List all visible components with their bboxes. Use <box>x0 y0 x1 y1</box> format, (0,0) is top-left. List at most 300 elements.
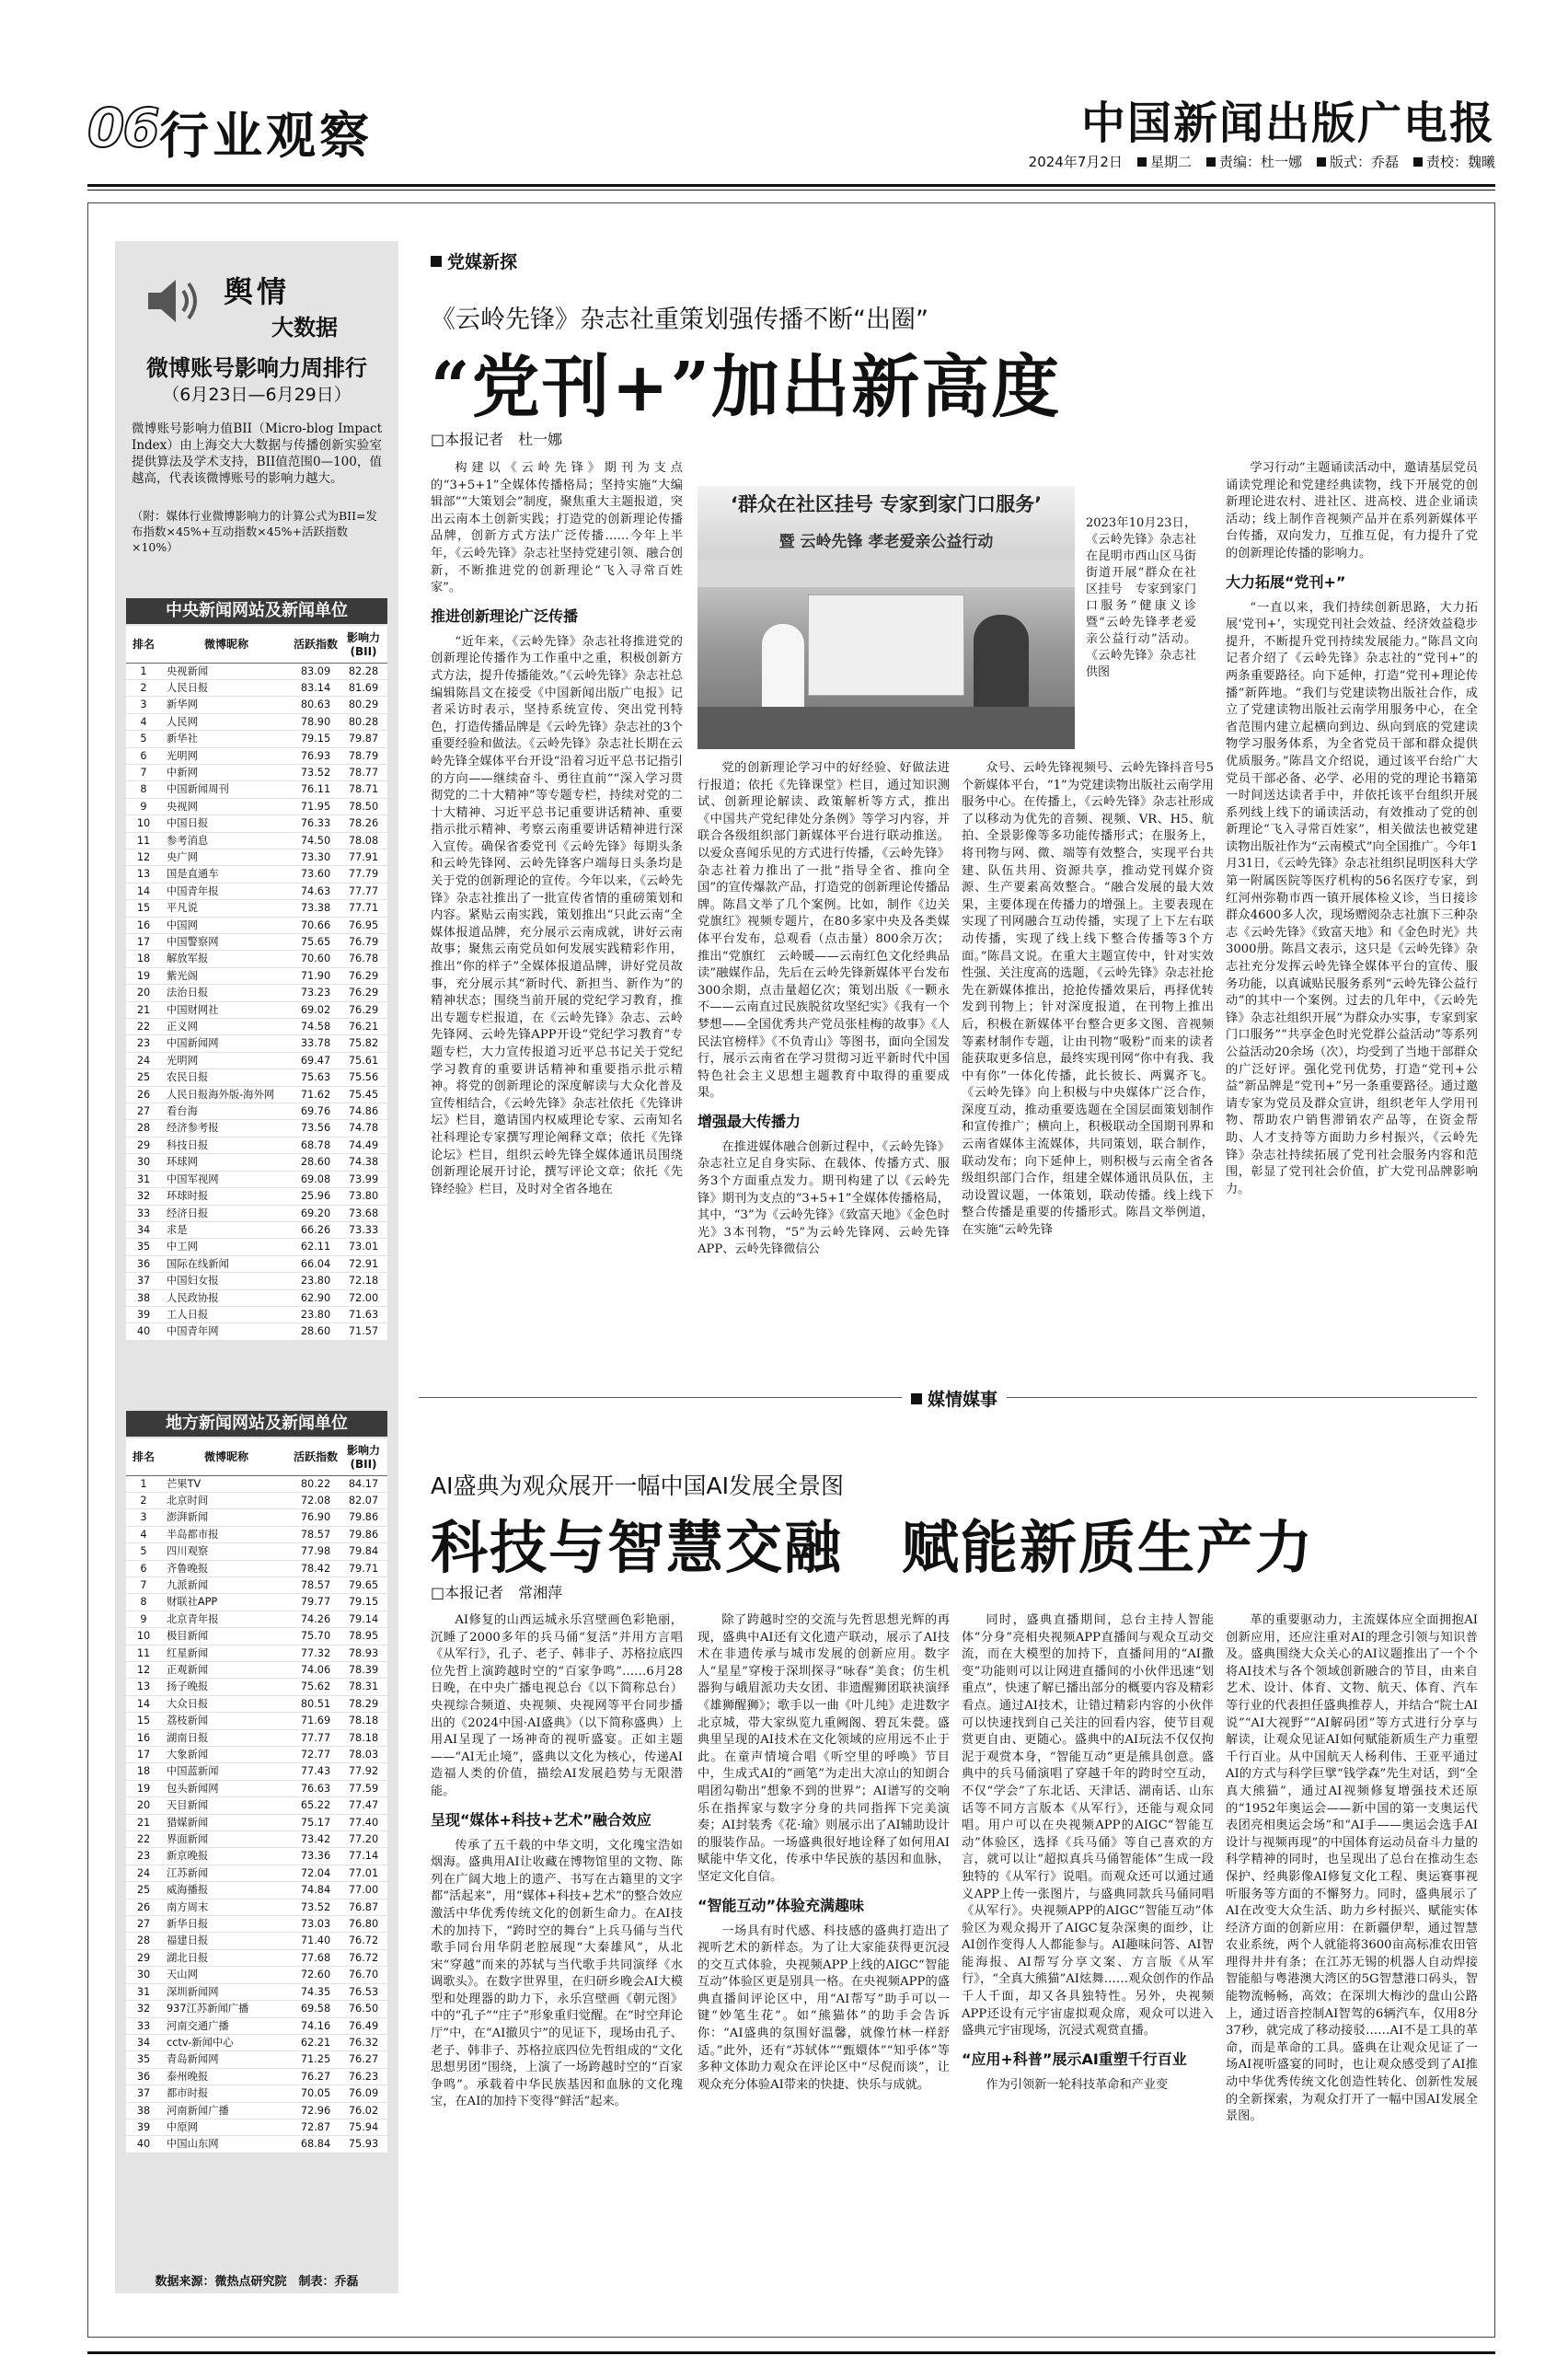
rank-cell: 9 <box>126 1611 161 1627</box>
name-cell: 经济日报 <box>161 1205 292 1221</box>
rank-cell: 8 <box>126 1594 161 1611</box>
header-rule <box>87 184 1495 187</box>
rank-formula-note: （附：媒体行业微博影响力的计算公式为BII=发布指数×45%+互动指数×45%+活跃指数×10%） <box>132 509 378 554</box>
editor: 责编：杜一娜 <box>1218 154 1302 170</box>
name-cell: 法治日报 <box>161 985 292 1001</box>
active-cell: 28.60 <box>292 1154 340 1171</box>
name-cell: 界面新闻 <box>161 1831 292 1848</box>
impact-cell: 82.07 <box>340 1492 387 1508</box>
rank-cell: 13 <box>126 1679 161 1695</box>
table-row <box>126 1289 387 1306</box>
impact-cell: 78.29 <box>340 1695 387 1712</box>
impact-cell: 78.18 <box>340 1729 387 1746</box>
rank-cell: 5 <box>126 731 161 747</box>
active-cell: 73.42 <box>292 1831 340 1848</box>
impact-cell: 77.47 <box>340 1797 387 1814</box>
active-cell: 73.36 <box>292 1848 340 1865</box>
active-cell: 72.08 <box>292 1492 340 1508</box>
impact-cell: 78.71 <box>340 781 387 798</box>
section-label: 党媒新探 <box>431 248 517 273</box>
article2-kicker: AI盛典为观众展开一幅中国AI发展全景图 <box>431 1472 844 1499</box>
active-cell: 70.60 <box>292 951 340 967</box>
active-cell: 65.22 <box>292 1797 340 1814</box>
active-cell: 71.95 <box>292 798 340 814</box>
impact-cell: 76.02 <box>340 2102 387 2119</box>
subhead: 推进创新理论广泛传播 <box>431 606 579 625</box>
impact-cell: 80.28 <box>340 713 387 730</box>
name-cell: 威海播报 <box>161 1882 292 1899</box>
name-cell: 大众日报 <box>161 1695 292 1712</box>
name-cell: 央视新闻 <box>161 663 292 679</box>
impact-cell: 79.87 <box>340 731 387 747</box>
name-cell: 中国青年网 <box>161 1323 292 1340</box>
table-row <box>126 1019 387 1035</box>
rank-cell: 3 <box>126 697 161 713</box>
subhead: 增强最大传播力 <box>698 1112 801 1130</box>
active-cell: 76.33 <box>292 815 340 832</box>
impact-cell: 75.61 <box>340 1052 387 1068</box>
active-cell: 74.35 <box>292 1983 340 2000</box>
subhead: “应用+科普”展示AI重塑千行百业 <box>962 2050 1187 2068</box>
table-row <box>126 1188 387 1205</box>
table-row <box>126 1831 387 1848</box>
impact-cell: 79.71 <box>340 1560 387 1576</box>
table-row <box>126 663 387 679</box>
table-row <box>126 1475 387 1492</box>
rank-intro: 微博账号影响力值BII（Micro-blog Impact Index）由上海交大大数据与传播创新实验室提供算法及学术支持，BII值范围0—100，值越高，代表该微博账号的影响力越大。 <box>132 422 382 486</box>
active-cell: 25.96 <box>292 1188 340 1205</box>
active-cell: 77.77 <box>292 1729 340 1746</box>
active-cell: 28.60 <box>292 1323 340 1340</box>
active-cell: 69.02 <box>292 1001 340 1018</box>
name-cell: 澎湃新闻 <box>161 1509 292 1526</box>
speaker-icon <box>143 269 207 333</box>
name-cell: cctv-新闻中心 <box>161 2034 292 2050</box>
active-cell: 71.90 <box>292 967 340 984</box>
table-row <box>126 1645 387 1661</box>
impact-cell: 80.29 <box>340 697 387 713</box>
active-cell: 75.63 <box>292 1069 340 1086</box>
name-cell: 工人日报 <box>161 1306 292 1322</box>
rank-cell: 21 <box>126 1814 161 1830</box>
table-row <box>126 2001 387 2017</box>
table-row <box>126 1526 387 1542</box>
impact-cell: 77.79 <box>340 866 387 883</box>
impact-cell: 76.29 <box>340 985 387 1001</box>
active-cell: 76.27 <box>292 2068 340 2085</box>
active-cell: 80.22 <box>292 1475 340 1492</box>
table-row <box>126 1916 387 1933</box>
active-cell: 74.63 <box>292 883 340 899</box>
name-cell: 四川观察 <box>161 1543 292 1560</box>
table-row <box>126 1983 387 2000</box>
local-media-table <box>126 1438 387 2154</box>
rank-cell: 3 <box>126 1509 161 1526</box>
rank-cell: 39 <box>126 2119 161 2135</box>
square-icon <box>1137 157 1147 167</box>
active-cell: 74.16 <box>292 2017 340 2034</box>
article2-column-2: 除了跨越时空的交流与先哲思想光辉的再现，盛典中AI还有文化遗产联动，展示了AI技术在非遗传承与城市发展的创新应用。数字人“星星”穿梭于深圳探寻“咏春”美食；仿生机器狗与峨眉派功夫女团、非遗醒狮团联袂演绎《雄狮醒狮》；歌手以一曲《叶儿纯》走进数字北京城，带大家纵览九重阙阁、碧瓦朱甍。盛典里呈现的AI技术在文化领域的应用远不止于此。在童声情境合唱《听空里的呼唤》节目中，生成式AI的“画笔”为走出大凉山的知朗合唱团勾勒出“想象不到的世界”；AI谱写的交响乐在指挥家与数字分身的共同指挥下完美演奏；AI封装秀《花·瑜》则展示出了AI辅助设计的服装作品。一场盛典很好地诠释了如何用AI赋能中华文化，传承中华民族的基因和血脉，坚定文化自信。 “智能互动”体验充满趣味 一场具有时代感、科技感的盛典打造出了视听艺术的新样态。为了让大家能获得更沉浸的交互式体验，央视频APP上线的AIGC“智能互动”体验区更是别具一格。在央视频APP的盛典直播间评论区中，用“AI帮写”助手可以一键“妙笔生花”。如“熊猫体”的助手会告诉你：“AI盛典的氛围好温馨，就像竹林一样舒适。”此外，还有“苏轼体”“甄嬛体”“知乎体”等多种文体助力观众在评论区中“尽倪而谈”，让观众充分体验AI带来的快捷、快乐与成就。 <box>698 1613 950 2092</box>
table-row <box>126 697 387 713</box>
table-row <box>126 2136 387 2153</box>
active-cell: 76.11 <box>292 781 340 798</box>
active-cell: 78.57 <box>292 1576 340 1593</box>
impact-cell: 76.50 <box>340 2001 387 2017</box>
rank-cell: 34 <box>126 2034 161 2050</box>
table-row <box>126 1052 387 1068</box>
layout-editor: 版式：乔磊 <box>1329 154 1399 170</box>
rank-cell: 27 <box>126 1916 161 1933</box>
active-cell: 83.14 <box>292 679 340 696</box>
name-cell: 中国新闻网 <box>161 1035 292 1052</box>
impact-cell: 74.78 <box>340 1120 387 1137</box>
active-cell: 77.32 <box>292 1645 340 1661</box>
impact-cell: 76.29 <box>340 1001 387 1018</box>
rank-cell: 30 <box>126 1154 161 1171</box>
table-row <box>126 1967 387 1983</box>
active-cell: 78.42 <box>292 1560 340 1576</box>
active-cell: 75.17 <box>292 1814 340 1830</box>
active-cell: 62.90 <box>292 1289 340 1306</box>
active-cell: 74.50 <box>292 832 340 849</box>
name-cell: 河南新闻广播 <box>161 2102 292 2119</box>
rank-cell: 25 <box>126 1069 161 1086</box>
table-row <box>126 883 387 899</box>
active-cell: 71.40 <box>292 1933 340 1949</box>
table-row <box>126 1882 387 1899</box>
active-cell: 74.58 <box>292 1019 340 1035</box>
impact-cell: 75.56 <box>340 1069 387 1086</box>
table-row <box>126 2034 387 2050</box>
impact-cell: 77.59 <box>340 1780 387 1796</box>
rank-cell: 4 <box>126 713 161 730</box>
rank-cell: 10 <box>126 1628 161 1645</box>
rank-cell: 26 <box>126 1899 161 1915</box>
impact-cell: 78.08 <box>340 832 387 849</box>
impact-cell: 76.70 <box>340 1967 387 1983</box>
name-cell: 江苏新闻 <box>161 1865 292 1881</box>
rank-date: （6月23日—6月29日） <box>162 385 352 405</box>
active-cell: 80.51 <box>292 1695 340 1712</box>
name-cell: 中国军视网 <box>161 1171 292 1187</box>
active-cell: 62.21 <box>292 2034 340 2050</box>
header-rule-thin <box>87 190 1495 191</box>
impact-cell: 73.01 <box>340 1239 387 1255</box>
active-cell: 79.15 <box>292 731 340 747</box>
rank-cell: 2 <box>126 1492 161 1508</box>
table-row <box>126 985 387 1001</box>
table-row <box>126 1611 387 1627</box>
name-cell: 泰州晚报 <box>161 2068 292 2085</box>
impact-cell: 77.40 <box>340 1814 387 1830</box>
rank-cell: 31 <box>126 1171 161 1187</box>
impact-cell: 76.78 <box>340 951 387 967</box>
impact-cell: 79.86 <box>340 1509 387 1526</box>
table-row <box>126 1899 387 1915</box>
table-row <box>126 764 387 780</box>
active-cell: 75.70 <box>292 1628 340 1645</box>
name-cell: 中国妇女报 <box>161 1273 292 1289</box>
article1-photo <box>698 486 1075 749</box>
impact-cell: 72.00 <box>340 1289 387 1306</box>
impact-cell: 72.18 <box>340 1273 387 1289</box>
rank-cell: 6 <box>126 1560 161 1576</box>
rank-cell: 16 <box>126 917 161 933</box>
active-cell: 76.63 <box>292 1780 340 1796</box>
article1-column-1: 构建以《云岭先锋》期刊为支点的“3+5+1”全媒体传播格局；坚持实施“大编辑部”“大策划会”制度，聚焦重大主题报道，突出云南本土创新实践；打造党的创新理论传播品牌，创新方式方法广泛传播……今年上半年，《云岭先锋》杂志社坚持党建引领、融合创新，不断推进党的创新理论“飞入寻常百姓家”。 推进创新理论广泛传播 “近年来，《云岭先锋》杂志社将推进党的创新理论传播作为工作重中之重，积极创新方式方法，提升传播能效。”《云岭先锋》杂志社总编辑陈昌文在接受《中国新闻出版广电报》记者采访时表示，坚持系统宣传、突出党刊特色，打造传播品牌是《云岭先锋》杂志社的3个重要经验和做法。《云岭先锋》杂志社长期在云岭先锋全媒体平台开设“沿着习近平总书记指引的方向——继续奋斗、勇往直前”“深入学习贯彻党的二十大精神”等专题专栏，持续对党的二十大精神、习近平总书记重要讲话精神、重要指示批示精神、考察云南重要讲话精神进行深入宣传。确保省委党刊《云岭先锋》每期头条和云岭先锋网、云岭先锋客户端每日头条均是关于党的创新理论的宣传。今年以来，《云岭先锋》杂志社推出了一批宣传省情的重磅策划和内容。紧贴云南实践，策划推出“只此云南”全媒体报道品牌，充分展示云南成就，讲好云南故事；聚焦云南党员如何发展实践精彩作用，推出“你的样子”全媒体报道品牌，讲好党员故事，充分展示其“新时代、新担当、新作为”的精神状态；围绕当前开展的党纪学习教育，推出专题专栏报道，在《云岭先锋》杂志、云岭先锋网、云岭先锋APP开设“党纪学习教育”专题专栏，大力宣传报道习近平总书记关于党纪学习教育的重要讲话精神和重要指示批示精神。将党的创新理论的深度解读与大众化普及宣传相结合，《云岭先锋》杂志社依托《先锋讲坛》栏目，邀请国内权威理论专家、云南知名社科理论专家撰写理论阐释文章；依托《先锋论坛》栏目，组织云岭先锋全媒体通讯员围绕创新理论展开讨论，撰写评论文章；依托《先锋经验》栏目，及时对全省各地在 <box>431 461 683 1196</box>
rank-cell: 12 <box>126 1661 161 1678</box>
rank-cell: 1 <box>126 663 161 679</box>
table-row <box>126 1713 387 1729</box>
active-cell: 73.52 <box>292 764 340 780</box>
active-cell: 75.65 <box>292 934 340 951</box>
name-cell: 中国警察网 <box>161 934 292 951</box>
subhead: 呈现“媒体+科技+艺术”融合效应 <box>431 1810 651 1829</box>
name-cell: 中国新闻周刊 <box>161 781 292 798</box>
col-active: 活跃指数 <box>292 1438 340 1475</box>
name-cell: 青岛新闻网 <box>161 2051 292 2068</box>
impact-cell: 76.72 <box>340 1933 387 1949</box>
impact-cell: 79.84 <box>340 1543 387 1560</box>
impact-cell: 76.72 <box>340 1949 387 1966</box>
active-cell: 76.90 <box>292 1509 340 1526</box>
table-row <box>126 1086 387 1103</box>
rank-cell: 4 <box>126 1526 161 1542</box>
section-label: 媒情媒事 <box>902 1386 1007 1411</box>
rank-cell: 26 <box>126 1086 161 1103</box>
table-row <box>126 1848 387 1865</box>
rank-cell: 30 <box>126 1967 161 1983</box>
impact-cell: 79.15 <box>340 1594 387 1611</box>
table-row <box>126 1679 387 1695</box>
active-cell: 74.84 <box>292 1882 340 1899</box>
table-row <box>126 1035 387 1052</box>
name-cell: 人民网 <box>161 713 292 730</box>
square-icon <box>911 1393 922 1404</box>
rank-cell: 31 <box>126 1983 161 2000</box>
active-cell: 73.38 <box>292 900 340 917</box>
logo-title: 舆情 <box>224 274 291 309</box>
name-cell: 新华日报 <box>161 1916 292 1933</box>
name-cell: 中原网 <box>161 2119 292 2135</box>
rank-cell: 24 <box>126 1865 161 1881</box>
name-cell: 荔枝新闻 <box>161 1713 292 1729</box>
impact-cell: 71.63 <box>340 1306 387 1322</box>
table-row <box>126 1763 387 1780</box>
rank-cell: 14 <box>126 883 161 899</box>
rank-cell: 14 <box>126 1695 161 1712</box>
table-row <box>126 1221 387 1238</box>
rank-title: 微博账号影响力周排行 <box>146 355 367 381</box>
table-row <box>126 1865 387 1881</box>
name-cell: 半岛都市报 <box>161 1526 292 1542</box>
table-row <box>126 2068 387 2085</box>
name-cell: 科技日报 <box>161 1137 292 1153</box>
name-cell: 中工网 <box>161 1239 292 1255</box>
name-cell: 环球时报 <box>161 1188 292 1205</box>
active-cell: 78.90 <box>292 713 340 730</box>
square-icon <box>1317 157 1326 167</box>
table-row <box>126 2102 387 2119</box>
article2-column-4: 革的重要驱动力，主流媒体应全面拥抱AI创新应用，还应注重对AI的理念引领与知识普及。盛典围绕大众关心的AI议题推出了一个个将AI技术与各个领域创新融合的节目，由来自艺术、设计、体育、文物、航天、体育、汽车等行业的代表担任盛典推荐人，并结合“院士AI说”“AI大视野”“AI解码团”等方式进行分享与解读，让观众见证AI如何赋能新质生产力重塑千行百业。从中国航天人杨利伟、王亚平通过AI的方式与科学巨擘“钱学森”先生对话，到“全真大熊猫”，通过AI视频修复增强技术还原的“1952年奥运会——新中国的第一支奥运代表团亮相奥运会场”和“AI手——奥运会选手AI设计与视频再现”的中国体育运动员奋斗力量的科学精神的同时，也呈现出了总台在推动生态保护、经典影像AI修复文化工程、奥运赛事视听服务等方面的不懈努力。同时，盛典展示了AI在改变大众生活、助力乡村振兴、赋能实体经济方面的创新应用：在新疆伊犁，通过智慧农业系统，两个人就能将3600亩高标准农田管理得井井有条；在江苏无锡的机器人自动焊接智能船与粤港澳大湾区的5G智慧港口码头，智能物流畅畅，高效；在深圳大梅沙的盘山公路上，通过语音控制AI智驾的6辆汽车，仅用8分37秒，就完成了移动接驳……AI不是工具的革命，而是革命的工具。盛典在让观众见证了一场AI视听盛宴的同时，也让观众感受到了AI推动中华优秀传统文化创造性转化、创新性发展的全新探索，为观众打开了一幅中国AI发展全景图。 <box>1226 1613 1478 2124</box>
name-cell: 猎媒新闻 <box>161 1814 292 1830</box>
name-cell: 看台海 <box>161 1103 292 1120</box>
impact-cell: 74.38 <box>340 1154 387 1171</box>
rank-cell: 25 <box>126 1882 161 1899</box>
paper-name: 中国新闻出版广电报 <box>1080 98 1495 149</box>
name-cell: 光明网 <box>161 747 292 764</box>
name-cell: 正观新闻 <box>161 1661 292 1678</box>
name-cell: 都市时报 <box>161 2085 292 2102</box>
page-header <box>87 87 1495 179</box>
name-cell: 国是直通车 <box>161 866 292 883</box>
rank-cell: 22 <box>126 1019 161 1035</box>
table-row <box>126 1001 387 1018</box>
active-cell: 77.98 <box>292 1543 340 1560</box>
table-row <box>126 1628 387 1645</box>
name-cell: 财联社APP <box>161 1594 292 1611</box>
rank-cell: 39 <box>126 1306 161 1322</box>
table-row <box>126 1747 387 1763</box>
subhead: “智能互动”体验充满趣味 <box>698 1896 865 1914</box>
rank-cell: 23 <box>126 1035 161 1052</box>
square-icon <box>1206 157 1216 167</box>
active-cell: 75.62 <box>292 1679 340 1695</box>
article1-column-3: 众号、云岭先锋视频号、云岭先锋抖音号5个新媒体平台，“1”为党建读物出版社云南学用服务中心。在传播上，《云岭先锋》杂志社形成了以移动为优先的音频、视频、VR、H5、航拍、全景影像等多功能传播形式；在服务上，将刊物与网、微、端等有效整合，实现平台共建、队伍共用、资源共享，推动党刊媒介资源、生产要素高效整合。“融合发展的最大效果，主要体现在传播力的增强上。主要表现在实现了刊网融合互动传播，实现了上下左右联动传播，实现了线上线下整合传播等3个方面。”陈昌文说。在重大主题宣传中，针对实效性强、关注度高的选题，《云岭先锋》杂志社抢先在新媒体推出，抢抢传播效果后，再择优转发到刊物上；针对深度报道，在刊物上推出后，积极在新媒体平台整合更多文图、音视频等素材制作专题，让由刊物“吸粉”而来的读者能获取更多信息，最终实现刊网“你中有我、我中有你”一体化传播，此长彼长、两翼齐飞。《云岭先锋》向上积极与中央媒体广泛合作，深度互动，推动重要选题在全国层面策划制作和宣传推广；横向上，积极联动全国期刊界和云南省媒体主流媒体，共同策划，联合制作，联动发布；向下延伸上，则积极与云南全省各级组织部门合作，组建全媒体通讯员队伍，主动设置议题，一体策划，联动传播。线上线下整合传播是重要的传播形式。陈昌文举例道，在实施“云岭先锋 <box>962 761 1214 1238</box>
name-cell: 紫光阁 <box>161 967 292 984</box>
rank-cell: 8 <box>126 781 161 798</box>
article1-headline: “党刊+”加出新高度 <box>431 348 1062 427</box>
impact-cell: 72.91 <box>340 1255 387 1272</box>
impact-cell: 76.29 <box>340 967 387 984</box>
active-cell: 68.84 <box>292 2136 340 2153</box>
impact-cell: 76.79 <box>340 934 387 951</box>
impact-cell: 76.09 <box>340 2085 387 2102</box>
active-cell: 72.04 <box>292 1865 340 1881</box>
table-row <box>126 713 387 730</box>
active-cell: 72.77 <box>292 1747 340 1763</box>
col-impact: 影响力(BII) <box>340 626 387 663</box>
active-cell: 71.62 <box>292 1086 340 1103</box>
table-row <box>126 951 387 967</box>
rank-cell: 18 <box>126 951 161 967</box>
table-row <box>126 798 387 814</box>
col-active: 活跃指数 <box>292 626 340 663</box>
name-cell: 新华社 <box>161 731 292 747</box>
impact-cell: 76.27 <box>340 2051 387 2068</box>
active-cell: 74.06 <box>292 1661 340 1678</box>
rank-cell: 38 <box>126 1289 161 1306</box>
article2-column-1: AI修复的山西运城永乐宫壁画色彩艳丽，沉睡了2000多年的兵马俑“复活”并用方言唱《从军行》，孔子、老子、韩非子、苏格拉底四位先哲上演跨越时空的“百家争鸣”……6月28日晚，在中央广播电视总台《以下简称总台）央视综合频道、央视频、央视网等平台同步播出的《2024中国·AI盛典》（以下简称盛典）上用AI呈现了一场神奇的视听盛宴。正如主题——“AI无止境”，盛典以文化为核心，传递AI造福人类的价值，描绘AI发展趋势与无限潜能。 呈现“媒体+科技+艺术”融合效应 传承了五千载的中华文明，文化瑰宝浩如烟海。盛典用AI让收藏在博物馆里的文物、陈列在广阔大地上的遗产、书写在古籍里的文字都“活起来”，用“媒体+科技+艺术”的整合效应激活中华优秀传统文化的创新生命力。在AI技术的加持下，“跨时空的舞台”上兵马俑与当代歌手同台用华阴老腔展现“大秦雄风”，从北宋“穿越”而来的苏轼与当代歌手共同演绎《水调歌头》。在数字世界里，在归研乡晚会AI大模型和处理器的助力下，永乐宫壁画《朝元图》中的“孔子”“庄子”形象重归觉醒。在“时空拜论厅”中，在“AI撤贝宁”的见证下，现场由孔子、老子、韩非子、苏格拉底四位先哲组成的“文化思想男团”围绕，上演了一场跨越时空的“百家争鸣”。承载着中华民族基因和血脉的文化瑰宝，在AI的加持下变得“鲜活”起来。 <box>431 1613 683 2109</box>
name-cell: 河南交通广播 <box>161 2017 292 2034</box>
rank-cell: 29 <box>126 1137 161 1153</box>
impact-cell: 75.82 <box>340 1035 387 1052</box>
impact-cell: 78.18 <box>340 1713 387 1729</box>
name-cell: 人民政协报 <box>161 1289 292 1306</box>
table-row <box>126 1576 387 1593</box>
rank-cell: 11 <box>126 832 161 849</box>
active-cell: 74.26 <box>292 1611 340 1627</box>
rank-cell: 18 <box>126 1763 161 1780</box>
rank-cell: 38 <box>126 2102 161 2119</box>
name-cell: 九派新闻 <box>161 1576 292 1593</box>
impact-cell: 76.49 <box>340 2017 387 2034</box>
table-row <box>126 1780 387 1796</box>
rank-cell: 6 <box>126 747 161 764</box>
active-cell: 70.66 <box>292 917 340 933</box>
table-row <box>126 1797 387 1814</box>
rank-cell: 37 <box>126 1273 161 1289</box>
rank-cell: 40 <box>126 2136 161 2153</box>
weekday: 星期二 <box>1149 154 1192 170</box>
table-row <box>126 1069 387 1086</box>
header-meta <box>1029 152 1495 171</box>
table-row <box>126 917 387 933</box>
active-cell: 77.68 <box>292 1949 340 1966</box>
active-cell: 73.60 <box>292 866 340 883</box>
active-cell: 77.43 <box>292 1763 340 1780</box>
active-cell: 83.09 <box>292 663 340 679</box>
table-row <box>126 2085 387 2102</box>
article1-column-2: 党的创新理论学习中的好经验、好做法进行报道；依托《先锋课堂》栏目，通过知识测试、创新理论解读、政策解析等方式，推出《中国共产党纪律处分条例》等学习内容，并联合各级组织部门新媒体平台进行联动推送。以爱众喜闻乐见的方式进行传播，《云岭先锋》杂志社着力推出了一批“指导全省、推向全国”的宣传爆款产品，打造党的创新理论传播品牌。陈昌文举了几个案例。比如，制作《边关党旗红》视频专题片，在80多家中央及各类媒体平台发布，总观看（点击量）800余万次；推出“党旗红 云岭暖——云南红色文化经典品读”融媒作品，先后在云岭先锋新媒体平台发布300余期，点击量超亿次；策划出版《一颗永不——云南直过民族脱贫攻坚纪实》《我有一个梦想——全国优秀共产党员张桂梅的故事》《人民法官榜样》《不负青山》等图书，面向全国发行，展示云南省在学习贯彻习近平新时代中国特色社会主义思想主题教育中取得的重要成果。 增强最大传播力 在推进媒体融合创新过程中，《云岭先锋》杂志社立足自身实际、在载体、传播方式、服务3个方面重点发力。期刊构建了以《云岭先锋》期刊为支点的“3+5+1”全媒体传播格局，其中，“3”为《云岭先锋》《致富天地》《金色时光》3本刊物，“5”为云岭先锋网、云岭先锋APP、云岭先锋微信公 <box>698 761 950 1257</box>
impact-cell: 76.32 <box>340 2034 387 2050</box>
impact-cell: 74.49 <box>340 1137 387 1153</box>
rank-cell: 16 <box>126 1729 161 1746</box>
table-row <box>126 1695 387 1712</box>
table-row <box>126 849 387 865</box>
active-cell: 80.63 <box>292 697 340 713</box>
table-row <box>126 1103 387 1120</box>
rank-cell: 5 <box>126 1543 161 1560</box>
footer-rule <box>87 2351 1495 2354</box>
active-cell: 69.20 <box>292 1205 340 1221</box>
table-row <box>126 1594 387 1611</box>
name-cell: 芒果TV <box>161 1475 292 1492</box>
col-name: 微博昵称 <box>161 1438 292 1475</box>
square-icon <box>431 256 442 267</box>
name-cell: 天山网 <box>161 1967 292 1983</box>
active-cell: 72.96 <box>292 2102 340 2119</box>
active-cell: 73.52 <box>292 1899 340 1915</box>
active-cell: 69.47 <box>292 1052 340 1068</box>
photo-banner: ‘群众在社区挂号 专家到家门口服务’ <box>730 493 1043 515</box>
impact-cell: 77.20 <box>340 1831 387 1848</box>
table-row <box>126 1492 387 1508</box>
impact-cell: 77.91 <box>340 849 387 865</box>
active-cell: 72.87 <box>292 2119 340 2135</box>
name-cell: 齐鲁晚报 <box>161 1560 292 1576</box>
article2-headline: 科技与智慧交融 赋能新质生产力 <box>431 1514 1315 1581</box>
name-cell: 人民日报海外版-海外网 <box>161 1086 292 1103</box>
impact-cell: 78.79 <box>340 747 387 764</box>
impact-cell: 74.86 <box>340 1103 387 1120</box>
rank-cell: 10 <box>126 815 161 832</box>
central-media-table <box>126 626 387 1341</box>
impact-cell: 76.80 <box>340 1916 387 1933</box>
impact-cell: 76.23 <box>340 2068 387 2085</box>
proofreader: 责校：魏曦 <box>1425 154 1495 170</box>
rank-cell: 15 <box>126 900 161 917</box>
name-cell: 红星新闻 <box>161 1645 292 1661</box>
table-row <box>126 1137 387 1153</box>
active-cell: 69.58 <box>292 2001 340 2017</box>
col-rank: 排名 <box>126 626 161 663</box>
active-cell: 69.08 <box>292 1171 340 1187</box>
name-cell: 天目新闻 <box>161 1797 292 1814</box>
table-row <box>126 1323 387 1340</box>
rank-cell: 21 <box>126 1001 161 1018</box>
name-cell: 北京时间 <box>161 1492 292 1508</box>
